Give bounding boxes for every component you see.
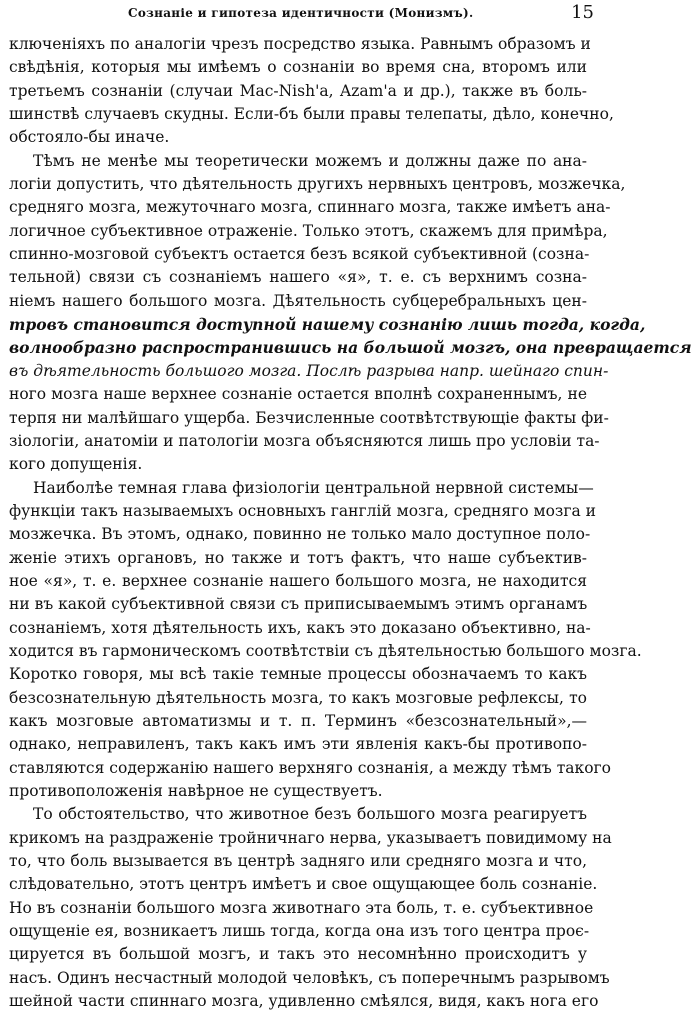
text-line: функціи такъ называемыхъ основныхъ ганглій мозга, средняго мозга и <box>9 501 596 520</box>
text-line: ключеніяхъ по аналогіи чрезъ посредство языка. Равнымъ образомъ и <box>9 35 591 53</box>
text-line: слѣдовательно, этотъ центръ имѣетъ и свое ощущающее боль сознаніе. <box>9 875 598 894</box>
text-line: ходится въ гармоническомъ соотвѣтствіи съ дѣятельностью большого мозга. <box>9 641 642 660</box>
text-line: шейной части спиннаго мозга, удивленно смѣялся, видя, какъ нога его <box>9 992 599 1011</box>
text-line: сознаніемъ, хотя дѣятельность ихъ, какъ это доказано объективно, на- <box>9 618 591 637</box>
text-line: однако, неправиленъ, такъ какъ имъ эти явленія какъ-бы противопо- <box>9 735 587 754</box>
text-line-emphasis: тровъ становится доступной нашему сознанію лишь тогда, когда, <box>9 315 646 335</box>
text-line: терпя ни малѣйшаго ущерба. Безчисленные соотвѣтствующіе факты фи- <box>9 408 609 427</box>
text-line: третьемъ сознаніи (случаи Mac-Nish'a, Azam'a и др.), также въ боль- <box>9 81 587 100</box>
text-line: свѣдѣнія, которыя мы имѣемъ о сознаніи во время сна, второмъ или <box>9 58 587 77</box>
text-line: то, что боль вызывается въ центрѣ задняго или средняго мозга и что, <box>9 852 587 871</box>
text-line: ставляются содержанію нашего верхняго сознанія, а между тѣмъ такого <box>9 758 612 777</box>
running-head: Сознаніе и гипотеза идентичности (Монизмъ). <box>128 6 474 20</box>
text-line: какъ мозговые автоматизмы и т. п. Терминъ «безсознательный»,— <box>9 711 587 730</box>
text-line: обстояло-бы иначе. <box>9 128 170 147</box>
text-line: тельной) связи съ сознаніемъ нашего «я», т. е. съ верхнимъ созна- <box>9 268 587 287</box>
text-line: зіологіи, анатоміи и патологіи мозга объясняются лишь про условіи та- <box>9 431 600 450</box>
text-line: ни въ какой субъективной связи съ приписываемымъ этимъ органамъ <box>9 595 588 614</box>
text-line: насъ. Одинъ несчастный молодой человѣкъ, съ поперечнымъ разрывомъ <box>9 968 610 987</box>
text-line: противоположенія навѣрное не существуетъ. <box>9 782 383 800</box>
text-line: шинствѣ случаевъ скудны. Если-бъ были правы телепаты, дѣло, конечно, <box>9 105 614 124</box>
text-line: Но въ сознаніи большого мозга животнаго эта боль, т. е. субъективное <box>9 898 594 917</box>
text-line: крикомъ на раздраженіе тройничнаго нерва, указываетъ повидимому на <box>9 828 612 847</box>
text-line-emphasis: въ дѣятельность большого мозга. Послѣ разрыва напр. шейнаго спин- <box>9 361 609 380</box>
text-line: ощущеніе ея, возникаетъ лишь тогда, когда она изъ того центра проє- <box>9 922 590 941</box>
text-line: Коротко говоря, мы всѣ такіе темные процессы обозначаемъ то какъ <box>9 665 587 684</box>
text-line: логичное субъективное отраженіе. Только этотъ, скажемъ для примѣра, <box>9 221 608 240</box>
text-line: мозжечка. Въ этомъ, однако, повинно не только мало доступное поло- <box>9 525 591 544</box>
page-header <box>0 0 620 30</box>
text-line: спинно-мозговой субъектъ остается безъ всякой субъективной (созна- <box>9 245 590 264</box>
page-number: 15 <box>571 2 594 23</box>
text-line: То обстоятельство, что животное безъ большого мозга реагируетъ <box>33 805 587 824</box>
text-line: логіи допустить, что дѣятельность другихъ нервныхъ центровъ, мозжечка, <box>9 175 626 194</box>
text-line: Тѣмъ не менѣе мы теоретически можемъ и должны даже по ана- <box>33 151 587 170</box>
text-line: Наиболѣе темная глава физіологіи центральной нервной системы— <box>33 478 594 497</box>
text-line: средняго мозга, межуточнаго мозга, спиннаго мозга, также имѣетъ ана- <box>9 198 611 217</box>
text-line-emphasis: волнообразно распространившись на большой мозгъ, она превращается <box>9 338 692 358</box>
text-line: безсознательную дѣятельность мозга, то какъ мозговые рефлексы, то <box>9 688 587 707</box>
text-line: цируется въ большой мозгъ, и такъ это несомнѣнно происходитъ у <box>9 945 587 964</box>
text-line: ніемъ нашего большого мозга. Дѣятельность субцеребральныхъ цен- <box>9 291 587 310</box>
body-text <box>9 33 692 1013</box>
text-line: ное «я», т. е. верхнее сознаніе нашего большого мозга, не находится <box>9 571 587 590</box>
text-line: женіе этихъ органовъ, но также и тотъ фактъ, что наше субъектив- <box>9 548 587 567</box>
text-line: ного мозга наше верхнее сознаніе остается вполнѣ сохраненнымъ, не <box>9 385 587 404</box>
text-line: кого допущенія. <box>9 455 143 474</box>
